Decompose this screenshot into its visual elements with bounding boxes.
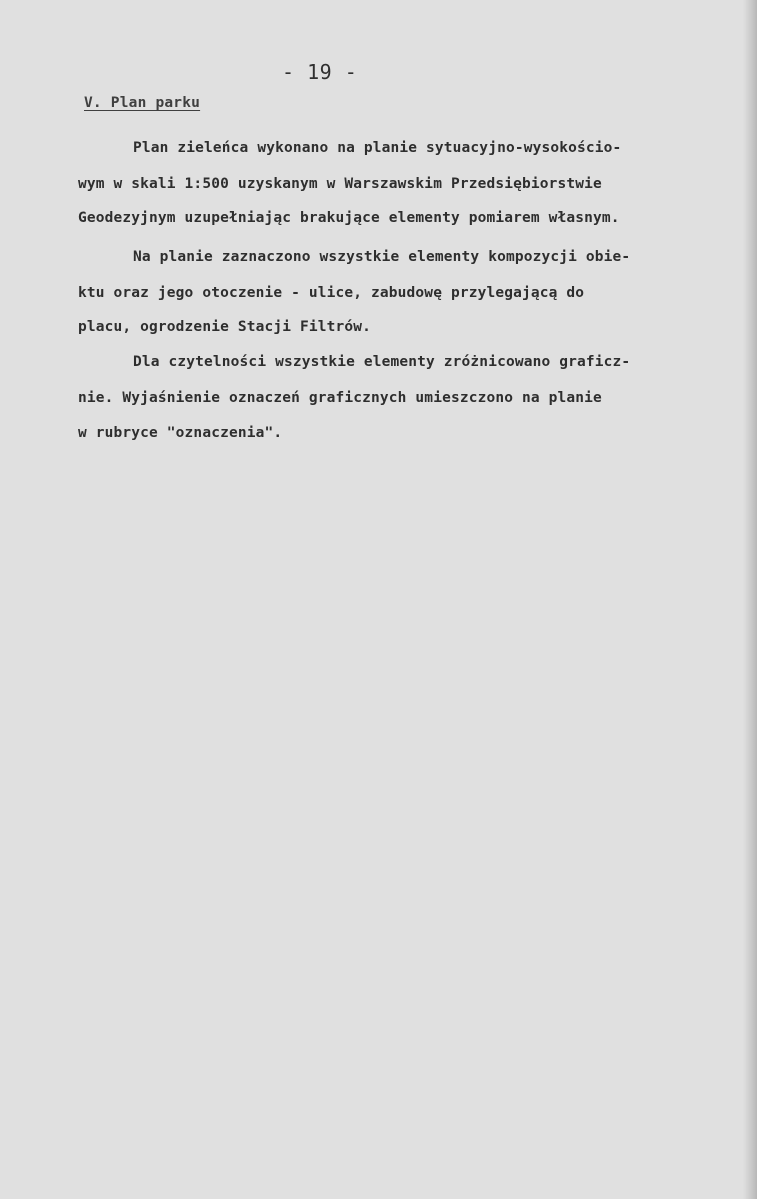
text-line: placu, ogrodzenie Stacji Filtrów. — [78, 319, 372, 335]
page-edge-shadow — [743, 0, 757, 1199]
text-line: ktu oraz jego otoczenie - ulice, zabudowę przylegającą do — [78, 285, 585, 301]
section-heading: V. Plan parku — [84, 95, 201, 111]
page-number: - 19 - — [282, 60, 358, 84]
text-line: w rubryce "oznaczenia". — [78, 425, 283, 441]
text-line: Plan zieleńca wykonano na planie sytuacyjno-wysokościo- — [133, 140, 622, 156]
text-line: Dla czytelności wszystkie elementy zróżnicowano graficz- — [133, 354, 631, 370]
text-line: wym w skali 1:500 uzyskanym w Warszawskim Przedsiębiorstwie — [78, 176, 602, 192]
text-line: Na planie zaznaczono wszystkie elementy kompozycji obie- — [133, 249, 631, 265]
text-line: Geodezyjnym uzupełniając brakujące elementy pomiarem własnym. — [78, 210, 620, 226]
text-line: nie. Wyjaśnienie oznaczeń graficznych umieszczono na planie — [78, 390, 602, 406]
